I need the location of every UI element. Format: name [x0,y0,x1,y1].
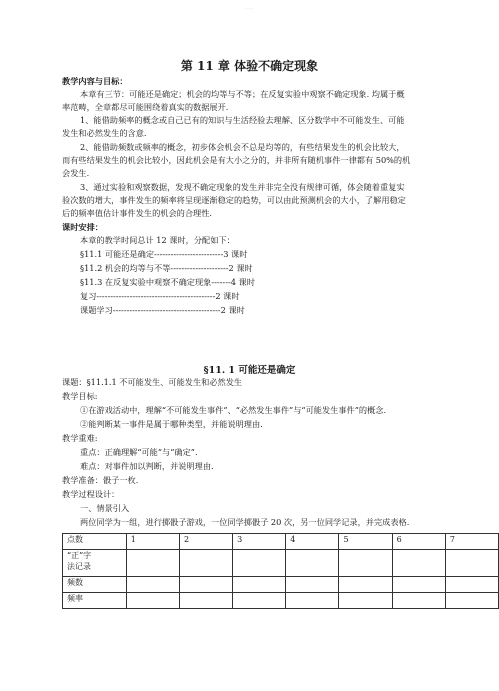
table-cell[interactable] [445,577,498,593]
table-header-cell: 6 [392,534,445,550]
schedule-item: §11.2 机会的均等与不等---------------------2 课时 [80,263,253,273]
table-cell[interactable] [126,550,179,577]
table-cell[interactable] [179,577,232,593]
table-cell[interactable] [286,593,339,609]
table-row [63,577,499,593]
table-header-cell: 5 [339,534,392,550]
table-header-cell: 3 [233,534,286,550]
intro-line-1: 本章有三节：可能还是确定；机会的均等与不等；在反复实验中观察不确定现象. 均属于概 [80,89,405,99]
goal2-line-3: 会发生. [62,168,90,178]
goal3-line-2: 验次数的增大，事件发生的频率将呈现逐渐稳定的趋势，可以由此预测机会的大小，了解用稳定 [62,195,406,205]
dice-record-table [62,533,499,609]
lesson-goals-label: 教学目标: [62,391,98,401]
schedule-intro: 本章的教学时间总计 12 课时，分配如下： [80,235,235,245]
lesson-difficulty: 难点：对事件加以判断，并说明理由. [80,461,214,471]
lesson-focus: 重点：正确理解“可能”与“确定”. [80,447,198,457]
table-cell[interactable] [179,550,232,577]
goals-heading: 教学内容与目标： [62,76,128,86]
header-mark: · · · [245,6,254,12]
schedule-item: 课题学习---------------------------------------2 课时 [80,305,245,315]
table-header-row [63,534,499,550]
lesson-focus-label: 教学重难: [62,433,98,443]
table-cell[interactable] [339,593,392,609]
table-row [63,593,499,609]
table-row-label [63,550,127,577]
table-header-cell: 4 [286,534,339,550]
row-label-line: “正”字 [67,551,92,560]
row-label-line: 法记录 [67,562,91,571]
lesson-goal-a: ①在游戏活动中，理解“不可能发生事件”、“必然发生事件”与“可能发生事件”的概念. [80,405,387,415]
table-cell[interactable] [126,593,179,609]
table-header-cell: 1 [126,534,179,550]
table-cell[interactable] [286,550,339,577]
schedule-item: §11.1 可能还是确定-------------------------3 课时 [80,249,248,259]
table-cell[interactable] [179,593,232,609]
goal2-line-2: 而有些结果发生的机会比较小，因此机会是有大小之分的，并非所有随机事件一律都有 50%的机 [62,155,411,165]
lesson-process-label: 教学过程设计： [62,489,120,499]
table-header-cell: 7 [445,534,498,550]
lesson-prep: 教学准备：骰子一枚. [62,475,139,485]
table-header-cell: 点数 [63,534,127,550]
intro-line-2: 率范畴，全章都尽可能围绕着真实的数据展开. [62,102,229,112]
table-cell[interactable] [233,577,286,593]
goal1-line-1: 1、能借助频率的概念或自己已有的知识与生活经验去理解、区分数学中不可能发生、可能 [80,115,405,125]
table-cell[interactable] [392,550,445,577]
table-cell[interactable] [445,593,498,609]
table-cell[interactable] [126,577,179,593]
table-cell[interactable] [286,577,339,593]
schedule-item: 复习-------------------------------------------2 课时 [80,291,240,301]
goal1-line-2: 发生和必然发生的含意. [62,128,147,138]
table-row-label: 频率 [63,593,127,609]
schedule-item: §11.3 在反复实验中观察不确定现象-------4 课时 [80,277,255,287]
schedule-heading: 课时安排： [62,222,103,232]
table-cell[interactable] [445,550,498,577]
table-cell[interactable] [339,550,392,577]
goal3-line-1: 3、通过实验和观察数据，发现不确定现象的发生并非完全没有规律可循，体会随着重复实 [80,182,405,192]
table-cell[interactable] [233,550,286,577]
section-title: §11. 1 可能还是确定 [203,365,296,376]
lesson-topic: 课题：§11.1.1 不可能发生、可能发生和必然发生 [62,377,243,387]
table-header-cell: 2 [179,534,232,550]
table-row-label: 频数 [63,577,127,593]
lesson-goal-b: ②能判断某一事件是属于哪种类型，并能说明理由. [80,419,263,429]
table-cell[interactable] [392,577,445,593]
table-cell[interactable] [233,593,286,609]
table-cell[interactable] [339,577,392,593]
lesson-step1: 一、情景引入 [80,503,130,513]
goal3-line-3: 后的频率值估计事件发生的机会的合理性. [62,208,212,218]
lesson-step1-text: 两位同学为一组，进行掷骰子游戏，一位同学掷骰子 20 次，另一位同学记录，并完成表格. [80,517,410,527]
goal2-line-1: 2、能借助频数或频率的概念，初步体会机会不总是均等的，有些结果发生的机会比较大， [80,142,405,152]
chapter-title: 第 11 章 体验不确定现象 [180,59,319,73]
table-row [63,550,499,577]
table-cell[interactable] [392,593,445,609]
